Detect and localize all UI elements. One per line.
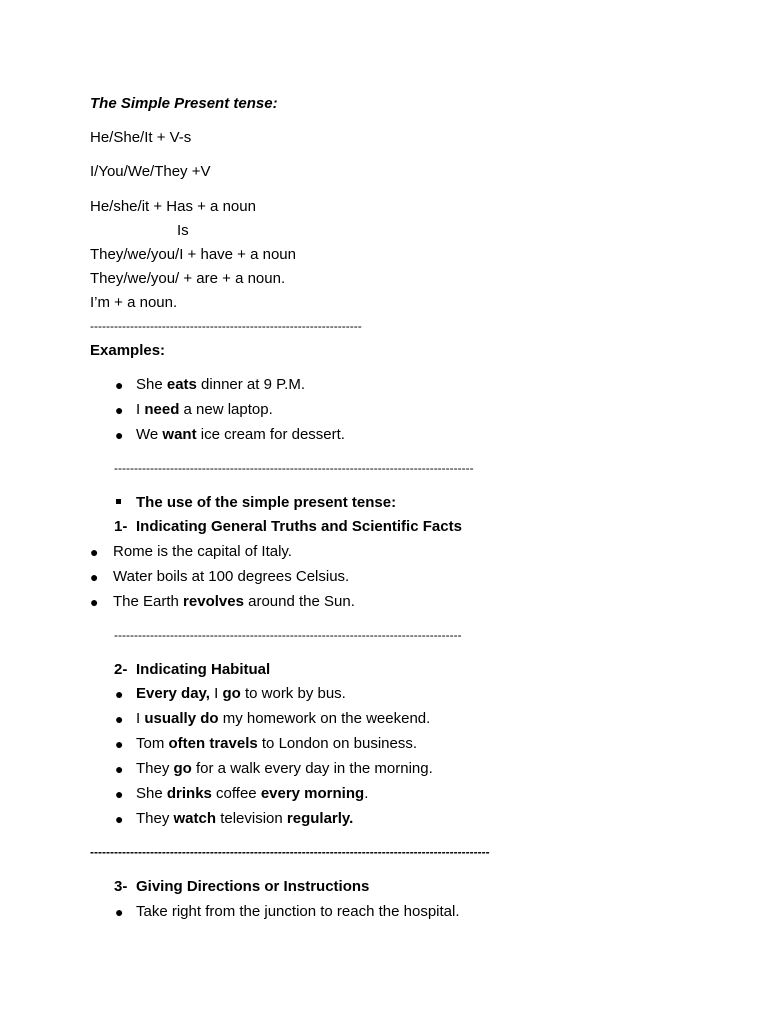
page-title: The Simple Present tense:	[90, 95, 278, 112]
bullet-icon: ●	[115, 761, 124, 777]
formula-line: They/we/you/ + are + a noun.	[90, 270, 286, 287]
bullet-icon: ●	[115, 686, 124, 702]
list-item: Rome is the capital of Italy.	[113, 543, 292, 560]
bullet-icon: ●	[115, 427, 124, 443]
section-heading: Indicating General Truths and Scientific Facts	[136, 518, 462, 535]
list-item: Take right from the junction to reach the hospital.	[136, 903, 460, 920]
bullet-icon: ●	[115, 786, 124, 802]
list-item: I usually do my homework on the weekend.	[136, 710, 431, 727]
bullet-icon: ●	[115, 711, 124, 727]
bullet-icon: ●	[115, 377, 124, 393]
section-number: 1-	[114, 518, 128, 535]
bullet-icon: ●	[90, 594, 99, 610]
bullet-icon: ●	[115, 736, 124, 752]
formula-line: I’m + a noun.	[90, 294, 178, 311]
divider: --------------------------------------------------------------------	[90, 319, 362, 333]
list-item: Every day, I go to work by bus.	[136, 685, 346, 702]
list-item: I need a new laptop.	[136, 401, 273, 418]
bullet-icon: ●	[115, 811, 124, 827]
list-item: The Earth revolves around the Sun.	[113, 593, 355, 610]
section-number: 2-	[114, 661, 128, 678]
section-heading: Indicating Habitual	[136, 661, 271, 678]
bullet-icon: ●	[90, 544, 99, 560]
list-item: She eats dinner at 9 P.M.	[136, 376, 306, 393]
list-item: They watch television regularly.	[136, 810, 354, 827]
examples-heading: Examples:	[90, 342, 166, 359]
list-item: Water boils at 100 degrees Celsius.	[113, 568, 350, 585]
bullet-icon: ●	[115, 402, 124, 418]
formula-line: Is	[177, 222, 189, 239]
list-item: She drinks coffee every morning.	[136, 785, 369, 802]
section-heading: Giving Directions or Instructions	[136, 878, 370, 895]
divider: ---------------------------------------------------------------------------------------	[114, 628, 462, 642]
formula-line: He/she/it + Has + a noun	[90, 198, 256, 215]
formula-line: They/we/you/I + have + a noun	[90, 246, 296, 263]
list-item: They go for a walk every day in the morning.	[136, 760, 433, 777]
square-bullet-icon	[116, 499, 121, 504]
list-item: Tom often travels to London on business.	[136, 735, 418, 752]
section-number: 3-	[114, 878, 128, 895]
formula-line: He/She/It + V-s	[90, 129, 192, 146]
use-heading: The use of the simple present tense:	[136, 494, 397, 511]
divider: ----------------------------------------------------------------------------------------------------	[90, 845, 490, 859]
bullet-icon: ●	[115, 904, 124, 920]
list-item: We want ice cream for dessert.	[136, 426, 345, 443]
formula-line: I/You/We/They +V	[90, 163, 211, 180]
divider: ------------------------------------------------------------------------------------------	[114, 461, 474, 475]
bullet-icon: ●	[90, 569, 99, 585]
